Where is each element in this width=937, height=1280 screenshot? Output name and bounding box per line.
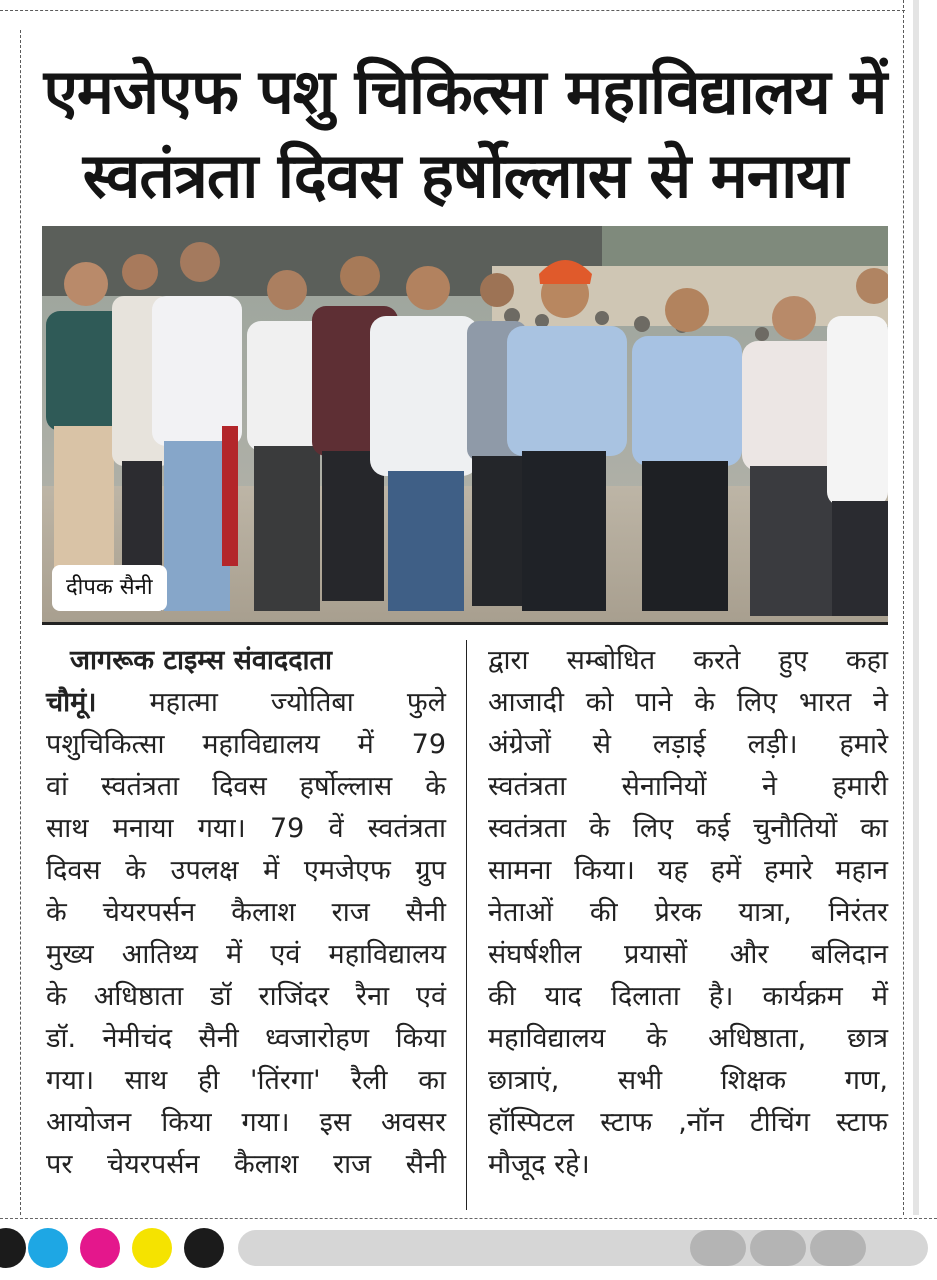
article-line: साथ मनाया गया। 79 वें स्वतंत्रता (46, 813, 446, 844)
article-line: वां स्वतंत्रता दिवस हर्षोल्लास के (46, 771, 446, 802)
page-left-dash-border (20, 30, 21, 1215)
article-line: द्वारा सम्बोधित करते हुए कहा (488, 645, 888, 676)
tint-dot (690, 1230, 746, 1266)
article-line: मौजूद रहे। (488, 1149, 590, 1180)
tint-dot (750, 1230, 806, 1266)
registration-dot-yellow (132, 1228, 172, 1268)
article-line: महाविद्यालय के अधिष्ठाता, छात्र (488, 1023, 888, 1054)
column-divider (466, 640, 467, 1210)
article-line: स्वतंत्रता के लिए कई चुनौतियों का (488, 813, 888, 844)
article-column-right (488, 640, 888, 1186)
page-bottom-dash-border (0, 1218, 937, 1219)
article-line: सामना किया। यह हमें हमारे महान (488, 855, 888, 886)
article-line: के अधिष्ठाता डॉ राजिंदर रैना एवं (46, 981, 446, 1012)
article-line: के चेयरपर्सन कैलाश राज सैनी (46, 897, 446, 928)
article-line: संघर्षशील प्रयासों और बलिदान (488, 939, 888, 970)
page-right-dash-border (903, 0, 904, 1215)
registration-dot-key (184, 1228, 224, 1268)
article-line: डॉ. नेमीचंद सैनी ध्वजारोहण किया (46, 1023, 446, 1054)
byline: जागरूक टाइम्स संवाददाता (70, 645, 332, 676)
print-registration-bar (0, 1226, 937, 1270)
page-top-dash-border (0, 10, 905, 11)
registration-dot-black (0, 1228, 26, 1268)
article-line: अंग्रेजों से लड़ाई लड़ी। हमारे (488, 729, 888, 760)
headline (30, 50, 900, 218)
article-line: हॉस्पिटल स्टाफ ,नॉन टीचिंग स्टाफ (488, 1107, 888, 1138)
article-line: की याद दिलाता है। कार्यक्रम में (488, 981, 888, 1012)
photo-credit: दीपक सैनी (52, 565, 167, 611)
registration-dot-cyan (28, 1228, 68, 1268)
article-line: आयोजन किया गया। इस अवसर (46, 1107, 446, 1138)
headline-line-1: एमजेएफ पशु चिकित्सा महाविद्यालय में (43, 55, 887, 128)
article-column-left (46, 640, 446, 1186)
article-line: गया। साथ ही 'तिंरगा' रैली का (46, 1065, 446, 1096)
tint-dot (810, 1230, 866, 1266)
article-line: मुख्य आतिथ्य में एवं महाविद्यालय (46, 939, 446, 970)
registration-dot-magenta (80, 1228, 120, 1268)
article-line: नेताओं की प्रेरक यात्रा, निरंतर (488, 897, 888, 928)
article-line: पर चेयरपर्सन कैलाश राज सैनी (46, 1149, 446, 1180)
news-photo (42, 226, 888, 622)
article-line: दिवस के उपलक्ष में एमजेएफ ग्रुप (46, 855, 446, 886)
photo-bottom-rule (42, 622, 888, 625)
article-line: आजादी को पाने के लिए भारत ने (488, 687, 888, 718)
article-line: पशुचिकित्सा महाविद्यालय में 79 (46, 729, 446, 760)
article-line: छात्राएं, सभी शिक्षक गण, (488, 1065, 888, 1096)
article-line: स्वतंत्रता सेनानियों ने हमारी (488, 771, 888, 802)
dateline: चौमूं। (46, 687, 97, 718)
article-line (46, 682, 446, 724)
headline-line-2: स्वतंत्रता दिवस हर्षोल्लास से मनाया (82, 139, 848, 212)
article-line-text: महात्मा ज्योतिबा फुले (149, 687, 446, 718)
page-edge-strip (913, 0, 919, 1215)
group-photo-illustration (42, 226, 888, 622)
